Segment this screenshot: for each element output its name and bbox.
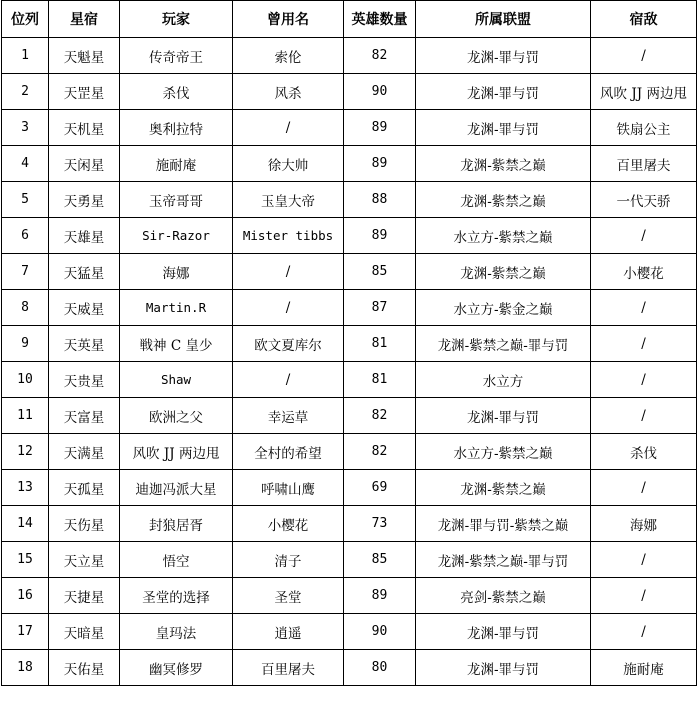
cell-player: 封狼居胥 (120, 506, 233, 542)
cell-nemesis: / (591, 290, 697, 326)
cell-star: 天闲星 (49, 146, 120, 182)
cell-rank: 14 (2, 506, 49, 542)
cell-former-name: 索伦 (233, 38, 344, 74)
cell-alliance: 亮剑-紫禁之巅 (416, 578, 591, 614)
cell-former-name: 圣堂 (233, 578, 344, 614)
cell-hero-count: 90 (344, 614, 416, 650)
table-row (2, 362, 697, 398)
cell-hero-count: 80 (344, 650, 416, 686)
cell-hero-count: 73 (344, 506, 416, 542)
cell-player: Shaw (120, 362, 233, 398)
cell-rank: 4 (2, 146, 49, 182)
cell-hero-count: 89 (344, 146, 416, 182)
cell-star: 天富星 (49, 398, 120, 434)
cell-former-name: 呼啸山鹰 (233, 470, 344, 506)
header-rank: 位列 (2, 1, 49, 38)
ranking-table (1, 0, 697, 686)
cell-alliance: 龙渊-紫禁之巅 (416, 470, 591, 506)
cell-hero-count: 89 (344, 218, 416, 254)
cell-player: 玉帝哥哥 (120, 182, 233, 218)
cell-former-name: 清子 (233, 542, 344, 578)
cell-nemesis: / (591, 542, 697, 578)
cell-star: 天雄星 (49, 218, 120, 254)
cell-nemesis: 小樱花 (591, 254, 697, 290)
header-player: 玩家 (120, 1, 233, 38)
cell-nemesis: / (591, 614, 697, 650)
cell-rank: 3 (2, 110, 49, 146)
cell-player: Martin.R (120, 290, 233, 326)
header-nemesis: 宿敌 (591, 1, 697, 38)
cell-player: 奥利拉特 (120, 110, 233, 146)
cell-nemesis: 风吹 JJ 两边甩 (591, 74, 697, 110)
cell-rank: 16 (2, 578, 49, 614)
header-star: 星宿 (49, 1, 120, 38)
table-row (2, 434, 697, 470)
cell-hero-count: 85 (344, 542, 416, 578)
cell-nemesis: / (591, 470, 697, 506)
cell-alliance: 龙渊-紫禁之巅-罪与罚 (416, 326, 591, 362)
cell-player: 圣堂的选择 (120, 578, 233, 614)
cell-star: 天英星 (49, 326, 120, 362)
cell-hero-count: 82 (344, 398, 416, 434)
cell-alliance: 龙渊-罪与罚 (416, 614, 591, 650)
table-row (2, 146, 697, 182)
cell-star: 天佑星 (49, 650, 120, 686)
cell-former-name: 幸运草 (233, 398, 344, 434)
cell-nemesis: 杀伐 (591, 434, 697, 470)
cell-player: 杀伐 (120, 74, 233, 110)
cell-hero-count: 87 (344, 290, 416, 326)
cell-rank: 12 (2, 434, 49, 470)
header-row (2, 1, 697, 38)
cell-nemesis: 百里屠夫 (591, 146, 697, 182)
cell-player: 戦神 C 皇少 (120, 326, 233, 362)
cell-nemesis: 铁扇公主 (591, 110, 697, 146)
cell-alliance: 龙渊-罪与罚 (416, 38, 591, 74)
cell-nemesis: 海娜 (591, 506, 697, 542)
cell-alliance: 龙渊-罪与罚 (416, 650, 591, 686)
cell-player: 海娜 (120, 254, 233, 290)
table-row (2, 614, 697, 650)
table-row (2, 542, 697, 578)
cell-rank: 13 (2, 470, 49, 506)
cell-rank: 10 (2, 362, 49, 398)
cell-nemesis: 施耐庵 (591, 650, 697, 686)
cell-player: 迪迦冯派大星 (120, 470, 233, 506)
cell-former-name: 逍遥 (233, 614, 344, 650)
cell-alliance: 龙渊-罪与罚 (416, 110, 591, 146)
cell-star: 天罡星 (49, 74, 120, 110)
cell-player: 悟空 (120, 542, 233, 578)
table-row (2, 470, 697, 506)
cell-rank: 7 (2, 254, 49, 290)
cell-rank: 17 (2, 614, 49, 650)
cell-former-name: Mister tibbs (233, 218, 344, 254)
cell-former-name: 玉皇大帝 (233, 182, 344, 218)
cell-hero-count: 81 (344, 326, 416, 362)
cell-former-name: 欧文夏库尔 (233, 326, 344, 362)
table-row (2, 578, 697, 614)
cell-alliance: 水立方-紫金之巅 (416, 290, 591, 326)
cell-alliance: 龙渊-紫禁之巅-罪与罚 (416, 542, 591, 578)
cell-rank: 2 (2, 74, 49, 110)
cell-alliance: 龙渊-罪与罚-紫禁之巅 (416, 506, 591, 542)
cell-star: 天机星 (49, 110, 120, 146)
cell-former-name: / (233, 110, 344, 146)
cell-player: 欧洲之父 (120, 398, 233, 434)
table-row (2, 110, 697, 146)
cell-alliance: 水立方-紫禁之巅 (416, 218, 591, 254)
cell-former-name: / (233, 362, 344, 398)
cell-alliance: 龙渊-紫禁之巅 (416, 146, 591, 182)
cell-hero-count: 89 (344, 110, 416, 146)
cell-former-name: / (233, 290, 344, 326)
cell-hero-count: 85 (344, 254, 416, 290)
cell-former-name: 百里屠夫 (233, 650, 344, 686)
cell-nemesis: / (591, 362, 697, 398)
cell-star: 天满星 (49, 434, 120, 470)
cell-nemesis: / (591, 578, 697, 614)
cell-hero-count: 69 (344, 470, 416, 506)
table-row (2, 182, 697, 218)
cell-alliance: 龙渊-罪与罚 (416, 398, 591, 434)
table-row (2, 290, 697, 326)
table-row (2, 506, 697, 542)
table-row (2, 398, 697, 434)
cell-hero-count: 81 (344, 362, 416, 398)
cell-alliance: 龙渊-罪与罚 (416, 74, 591, 110)
cell-rank: 1 (2, 38, 49, 74)
cell-rank: 8 (2, 290, 49, 326)
cell-rank: 15 (2, 542, 49, 578)
cell-player: 传奇帝王 (120, 38, 233, 74)
cell-alliance: 龙渊-紫禁之巅 (416, 254, 591, 290)
cell-former-name: 小樱花 (233, 506, 344, 542)
cell-hero-count: 82 (344, 38, 416, 74)
cell-alliance: 水立方-紫禁之巅 (416, 434, 591, 470)
cell-alliance: 水立方 (416, 362, 591, 398)
cell-alliance: 龙渊-紫禁之巅 (416, 182, 591, 218)
cell-star: 天暗星 (49, 614, 120, 650)
cell-star: 天捷星 (49, 578, 120, 614)
cell-star: 天贵星 (49, 362, 120, 398)
header-former-name: 曾用名 (233, 1, 344, 38)
cell-former-name: 徐大帅 (233, 146, 344, 182)
cell-rank: 18 (2, 650, 49, 686)
cell-hero-count: 89 (344, 578, 416, 614)
cell-player: 风吹 JJ 两边甩 (120, 434, 233, 470)
table-row (2, 650, 697, 686)
cell-rank: 11 (2, 398, 49, 434)
cell-star: 天威星 (49, 290, 120, 326)
cell-player: Sir-Razor (120, 218, 233, 254)
table-body (2, 38, 697, 686)
cell-former-name: 全村的希望 (233, 434, 344, 470)
cell-star: 天孤星 (49, 470, 120, 506)
cell-star: 天猛星 (49, 254, 120, 290)
cell-player: 幽冥修罗 (120, 650, 233, 686)
cell-former-name: 风杀 (233, 74, 344, 110)
table-row (2, 326, 697, 362)
cell-nemesis: / (591, 398, 697, 434)
cell-player: 皇玛法 (120, 614, 233, 650)
cell-hero-count: 90 (344, 74, 416, 110)
cell-nemesis: / (591, 326, 697, 362)
cell-star: 天伤星 (49, 506, 120, 542)
cell-rank: 5 (2, 182, 49, 218)
table-row (2, 218, 697, 254)
cell-rank: 6 (2, 218, 49, 254)
cell-hero-count: 82 (344, 434, 416, 470)
cell-nemesis: 一代天骄 (591, 182, 697, 218)
table-row (2, 254, 697, 290)
cell-star: 天立星 (49, 542, 120, 578)
cell-nemesis: / (591, 218, 697, 254)
cell-rank: 9 (2, 326, 49, 362)
table-row (2, 74, 697, 110)
cell-hero-count: 88 (344, 182, 416, 218)
cell-player: 施耐庵 (120, 146, 233, 182)
header-alliance: 所属联盟 (416, 1, 591, 38)
cell-former-name: / (233, 254, 344, 290)
cell-nemesis: / (591, 38, 697, 74)
cell-star: 天魁星 (49, 38, 120, 74)
cell-star: 天勇星 (49, 182, 120, 218)
header-hero-count: 英雄数量 (344, 1, 416, 38)
table-row (2, 38, 697, 74)
